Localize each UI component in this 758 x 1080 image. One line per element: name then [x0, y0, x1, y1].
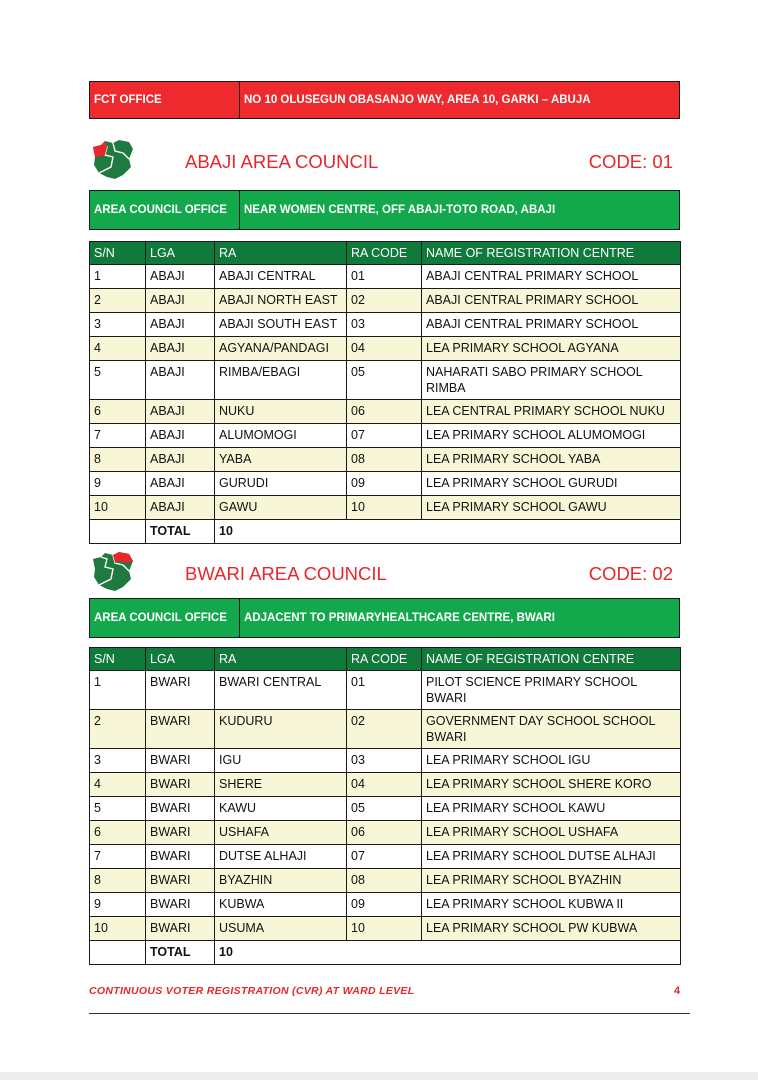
cell-lga: BWARI: [146, 917, 215, 941]
cell-ra: YABA: [215, 448, 347, 472]
cell-ra: GURUDI: [215, 472, 347, 496]
table-row: [90, 773, 681, 797]
registration-centres-table: [89, 647, 681, 965]
fct-map-logo-icon: [89, 549, 135, 595]
cell-lga: ABAJI: [146, 424, 215, 448]
table-header-row: [90, 242, 681, 265]
cell-empty: [90, 520, 146, 544]
cell-sn: 2: [90, 710, 146, 749]
cell-ra: KUBWA: [215, 893, 347, 917]
cell-ra-code: 05: [347, 797, 422, 821]
col-header-sn: S/N: [90, 242, 146, 265]
cell-centre-name: LEA PRIMARY SCHOOL DUTSE ALHAJI: [422, 845, 681, 869]
cell-lga: ABAJI: [146, 400, 215, 424]
cell-ra: BYAZHIN: [215, 869, 347, 893]
cell-lga: BWARI: [146, 845, 215, 869]
cell-centre-name: LEA PRIMARY SCHOOL PW KUBWA: [422, 917, 681, 941]
cell-sn: 7: [90, 845, 146, 869]
cell-ra-code: 06: [347, 400, 422, 424]
cell-lga: ABAJI: [146, 313, 215, 337]
cell-centre-name: ABAJI CENTRAL PRIMARY SCHOOL: [422, 289, 681, 313]
col-header-lga: LGA: [146, 648, 215, 671]
total-row: [90, 941, 681, 965]
col-header-ra: RA: [215, 648, 347, 671]
cell-ra: USUMA: [215, 917, 347, 941]
cell-ra: ABAJI SOUTH EAST: [215, 313, 347, 337]
cell-lga: ABAJI: [146, 361, 215, 400]
cell-ra: NUKU: [215, 400, 347, 424]
cell-lga: BWARI: [146, 671, 215, 710]
cell-ra: SHERE: [215, 773, 347, 797]
cell-ra: GAWU: [215, 496, 347, 520]
table-row: [90, 289, 681, 313]
council-office-label: AREA COUNCIL OFFICE: [90, 599, 240, 637]
cell-centre-name: LEA PRIMARY SCHOOL BYAZHIN: [422, 869, 681, 893]
col-header-ra-code: RA CODE: [347, 242, 422, 265]
table-row: [90, 869, 681, 893]
table-row: [90, 400, 681, 424]
table-row: [90, 821, 681, 845]
council-code: CODE: 01: [588, 151, 673, 172]
cell-lga: BWARI: [146, 893, 215, 917]
cell-ra-code: 07: [347, 845, 422, 869]
cell-centre-name: LEA PRIMARY SCHOOL KAWU: [422, 797, 681, 821]
council-heading-bwari: [89, 549, 680, 597]
cell-ra: DUTSE ALHAJI: [215, 845, 347, 869]
council-code: CODE: 02: [588, 563, 673, 584]
cell-lga: BWARI: [146, 821, 215, 845]
cell-sn: 4: [90, 337, 146, 361]
cell-centre-name: LEA PRIMARY SCHOOL SHERE KORO: [422, 773, 681, 797]
cell-ra: ALUMOMOGI: [215, 424, 347, 448]
table-row: [90, 710, 681, 749]
cell-lga: BWARI: [146, 710, 215, 749]
page-number: 4: [674, 985, 681, 997]
cell-lga: ABAJI: [146, 337, 215, 361]
cell-ra: ABAJI CENTRAL: [215, 265, 347, 289]
table-row: [90, 448, 681, 472]
cell-centre-name: LEA PRIMARY SCHOOL GURUDI: [422, 472, 681, 496]
total-label: TOTAL: [146, 520, 215, 544]
table-row: [90, 749, 681, 773]
cell-centre-name: NAHARATI SABO PRIMARY SCHOOL RIMBA: [422, 361, 681, 400]
cell-ra-code: 02: [347, 710, 422, 749]
cell-sn: 6: [90, 821, 146, 845]
cell-lga: BWARI: [146, 773, 215, 797]
table-row: [90, 893, 681, 917]
cell-ra-code: 09: [347, 893, 422, 917]
table-row: [90, 845, 681, 869]
cell-ra-code: 01: [347, 265, 422, 289]
cell-lga: ABAJI: [146, 472, 215, 496]
cell-ra-code: 08: [347, 869, 422, 893]
cell-sn: 1: [90, 265, 146, 289]
fct-office-bar: [89, 81, 680, 119]
col-header-lga: LGA: [146, 242, 215, 265]
fct-map-logo-icon: [89, 137, 135, 183]
cell-lga: ABAJI: [146, 289, 215, 313]
cell-centre-name: LEA PRIMARY SCHOOL KUBWA II: [422, 893, 681, 917]
col-header-ra-code: RA CODE: [347, 648, 422, 671]
table-row: [90, 337, 681, 361]
total-value: 10: [215, 520, 681, 544]
cell-sn: 3: [90, 313, 146, 337]
cell-centre-name: ABAJI CENTRAL PRIMARY SCHOOL: [422, 265, 681, 289]
cell-ra: IGU: [215, 749, 347, 773]
page-edge: [0, 1072, 758, 1080]
cell-centre-name: LEA PRIMARY SCHOOL AGYANA: [422, 337, 681, 361]
cell-ra: KAWU: [215, 797, 347, 821]
cell-centre-name: LEA CENTRAL PRIMARY SCHOOL NUKU: [422, 400, 681, 424]
cell-sn: 10: [90, 496, 146, 520]
council-heading-abaji: [89, 137, 680, 185]
registration-centres-table: [89, 241, 681, 544]
cell-ra-code: 02: [347, 289, 422, 313]
council-office-label: AREA COUNCIL OFFICE: [90, 191, 240, 229]
cell-centre-name: ABAJI CENTRAL PRIMARY SCHOOL: [422, 313, 681, 337]
cell-centre-name: LEA PRIMARY SCHOOL GAWU: [422, 496, 681, 520]
table-row: [90, 472, 681, 496]
col-header-centre-name: NAME OF REGISTRATION CENTRE: [422, 242, 681, 265]
cell-sn: 2: [90, 289, 146, 313]
cell-lga: ABAJI: [146, 265, 215, 289]
cell-lga: BWARI: [146, 749, 215, 773]
cell-sn: 5: [90, 797, 146, 821]
cell-ra-code: 04: [347, 773, 422, 797]
cell-centre-name: LEA PRIMARY SCHOOL IGU: [422, 749, 681, 773]
cell-ra: USHAFA: [215, 821, 347, 845]
cell-sn: 4: [90, 773, 146, 797]
cell-lga: ABAJI: [146, 496, 215, 520]
cell-ra-code: 03: [347, 749, 422, 773]
cell-sn: 9: [90, 472, 146, 496]
cell-sn: 5: [90, 361, 146, 400]
cell-ra-code: 08: [347, 448, 422, 472]
cell-lga: BWARI: [146, 797, 215, 821]
cell-centre-name: LEA PRIMARY SCHOOL ALUMOMOGI: [422, 424, 681, 448]
council-office-address: ADJACENT TO PRIMARYHEALTHCARE CENTRE, BWARI: [244, 612, 555, 624]
cell-ra-code: 10: [347, 496, 422, 520]
cell-centre-name: LEA PRIMARY SCHOOL YABA: [422, 448, 681, 472]
table-header-row: [90, 648, 681, 671]
cell-ra: KUDURU: [215, 710, 347, 749]
cell-ra-code: 04: [347, 337, 422, 361]
cell-ra-code: 06: [347, 821, 422, 845]
council-office-address: NEAR WOMEN CENTRE, OFF ABAJI-TOTO ROAD, ABAJI: [244, 204, 556, 216]
cell-ra: RIMBA/EBAGI: [215, 361, 347, 400]
council-title: ABAJI AREA COUNCIL: [185, 151, 379, 172]
total-label: TOTAL: [146, 941, 215, 965]
cell-centre-name: PILOT SCIENCE PRIMARY SCHOOL BWARI: [422, 671, 681, 710]
cell-ra: ABAJI NORTH EAST: [215, 289, 347, 313]
table-row: [90, 313, 681, 337]
council-office-bar: [89, 598, 680, 638]
cell-ra-code: 03: [347, 313, 422, 337]
col-header-ra: RA: [215, 242, 347, 265]
table-row: [90, 496, 681, 520]
cell-ra-code: 05: [347, 361, 422, 400]
cell-lga: BWARI: [146, 869, 215, 893]
table-row: [90, 265, 681, 289]
table-row: [90, 917, 681, 941]
fct-office-label: FCT OFFICE: [90, 82, 240, 118]
table-row: [90, 361, 681, 400]
footer-title: CONTINUOUS VOTER REGISTRATION (CVR) AT WARD LEVEL: [89, 985, 415, 997]
table-row: [90, 424, 681, 448]
cell-sn: 1: [90, 671, 146, 710]
cell-ra-code: 09: [347, 472, 422, 496]
council-office-bar: [89, 190, 680, 230]
cell-ra-code: 01: [347, 671, 422, 710]
cell-sn: 7: [90, 424, 146, 448]
cell-centre-name: LEA PRIMARY SCHOOL USHAFA: [422, 821, 681, 845]
total-row: [90, 520, 681, 544]
cell-lga: ABAJI: [146, 448, 215, 472]
cell-ra: AGYANA/PANDAGI: [215, 337, 347, 361]
table-row: [90, 797, 681, 821]
cell-ra-code: 10: [347, 917, 422, 941]
cell-sn: 8: [90, 448, 146, 472]
total-value: 10: [215, 941, 681, 965]
table-row: [90, 671, 681, 710]
cell-sn: 3: [90, 749, 146, 773]
cell-ra-code: 07: [347, 424, 422, 448]
cell-sn: 8: [90, 869, 146, 893]
cell-ra: BWARI CENTRAL: [215, 671, 347, 710]
cell-sn: 9: [90, 893, 146, 917]
cell-sn: 10: [90, 917, 146, 941]
council-title: BWARI AREA COUNCIL: [185, 563, 387, 584]
col-header-sn: S/N: [90, 648, 146, 671]
footer-rule: [89, 1013, 690, 1014]
cell-centre-name: GOVERNMENT DAY SCHOOL SCHOOL BWARI: [422, 710, 681, 749]
fct-office-address: NO 10 OLUSEGUN OBASANJO WAY, AREA 10, GARKI – ABUJA: [244, 94, 591, 106]
cell-empty: [90, 941, 146, 965]
cell-sn: 6: [90, 400, 146, 424]
col-header-centre-name: NAME OF REGISTRATION CENTRE: [422, 648, 681, 671]
